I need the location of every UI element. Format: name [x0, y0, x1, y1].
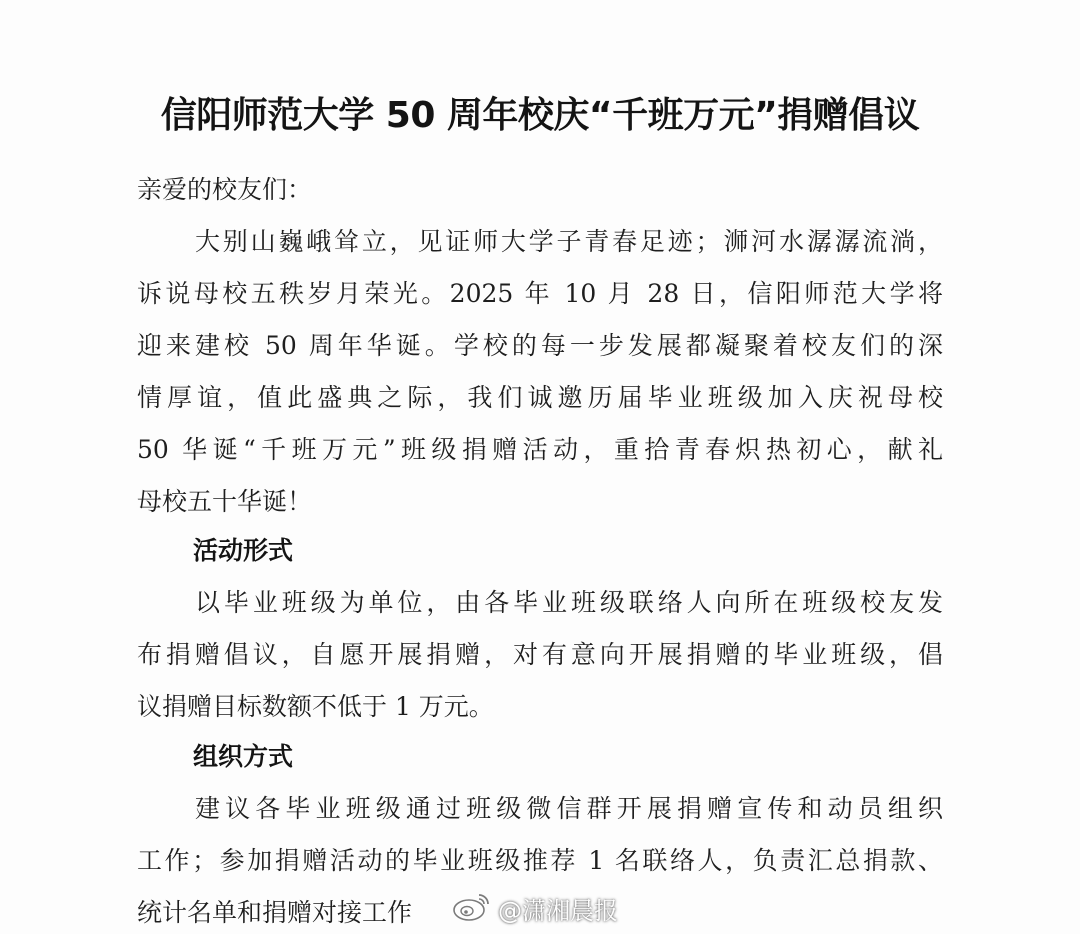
section-heading-activity-form: 活动形式: [193, 536, 294, 565]
weibo-icon: [452, 889, 492, 928]
paragraph-line: 50 华诞“千班万元”班级捐赠活动，重拾青春炽热初心，献礼: [137, 435, 943, 464]
paragraph-line: 母校五十华诞！: [137, 487, 313, 516]
paragraph-line: 诉说母校五秩岁月荣光。2025 年 10 月 28 日，信阳师范大学将: [137, 279, 943, 308]
paragraph-line: 工作；参加捐赠活动的毕业班级推荐 1 名联络人，负责汇总捐款、: [137, 846, 943, 875]
watermark: [452, 888, 618, 928]
paragraph-line: 大别山巍峨耸立，见证师大学子青春足迹；浉河水潺潺流淌，: [195, 227, 943, 256]
activity-form-paragraph: [137, 577, 943, 733]
section-heading-organization: 组织方式: [193, 742, 294, 771]
paragraph-line: 布捐赠倡议，自愿开展捐赠，对有意向开展捐赠的毕业班级，倡: [137, 640, 943, 669]
paragraph-line: 议捐赠目标数额不低于 1 万元。: [137, 692, 494, 721]
greeting: 亲爱的校友们：: [137, 175, 313, 204]
paragraph-line: 以毕业班级为单位，由各毕业班级联络人向所在班级校友发: [195, 588, 943, 617]
paragraph-line: 情厚谊，值此盛典之际，我们诚邀历届毕业班级加入庆祝母校: [137, 383, 943, 412]
watermark-text: @潇湘晨报: [498, 896, 618, 925]
paragraph-line: 统计名单和捐赠对接工作: [137, 898, 413, 927]
paragraph-line: 建议各毕业班级通过班级微信群开展捐赠宣传和动员组织: [195, 794, 943, 823]
intro-paragraph: [137, 216, 943, 528]
paragraph-line: 迎来建校 50 周年华诞。学校的每一步发展都凝聚着校友们的深: [137, 331, 943, 360]
document-title: 信阳师范大学 50 周年校庆“千班万元”捐赠倡议: [160, 95, 920, 136]
